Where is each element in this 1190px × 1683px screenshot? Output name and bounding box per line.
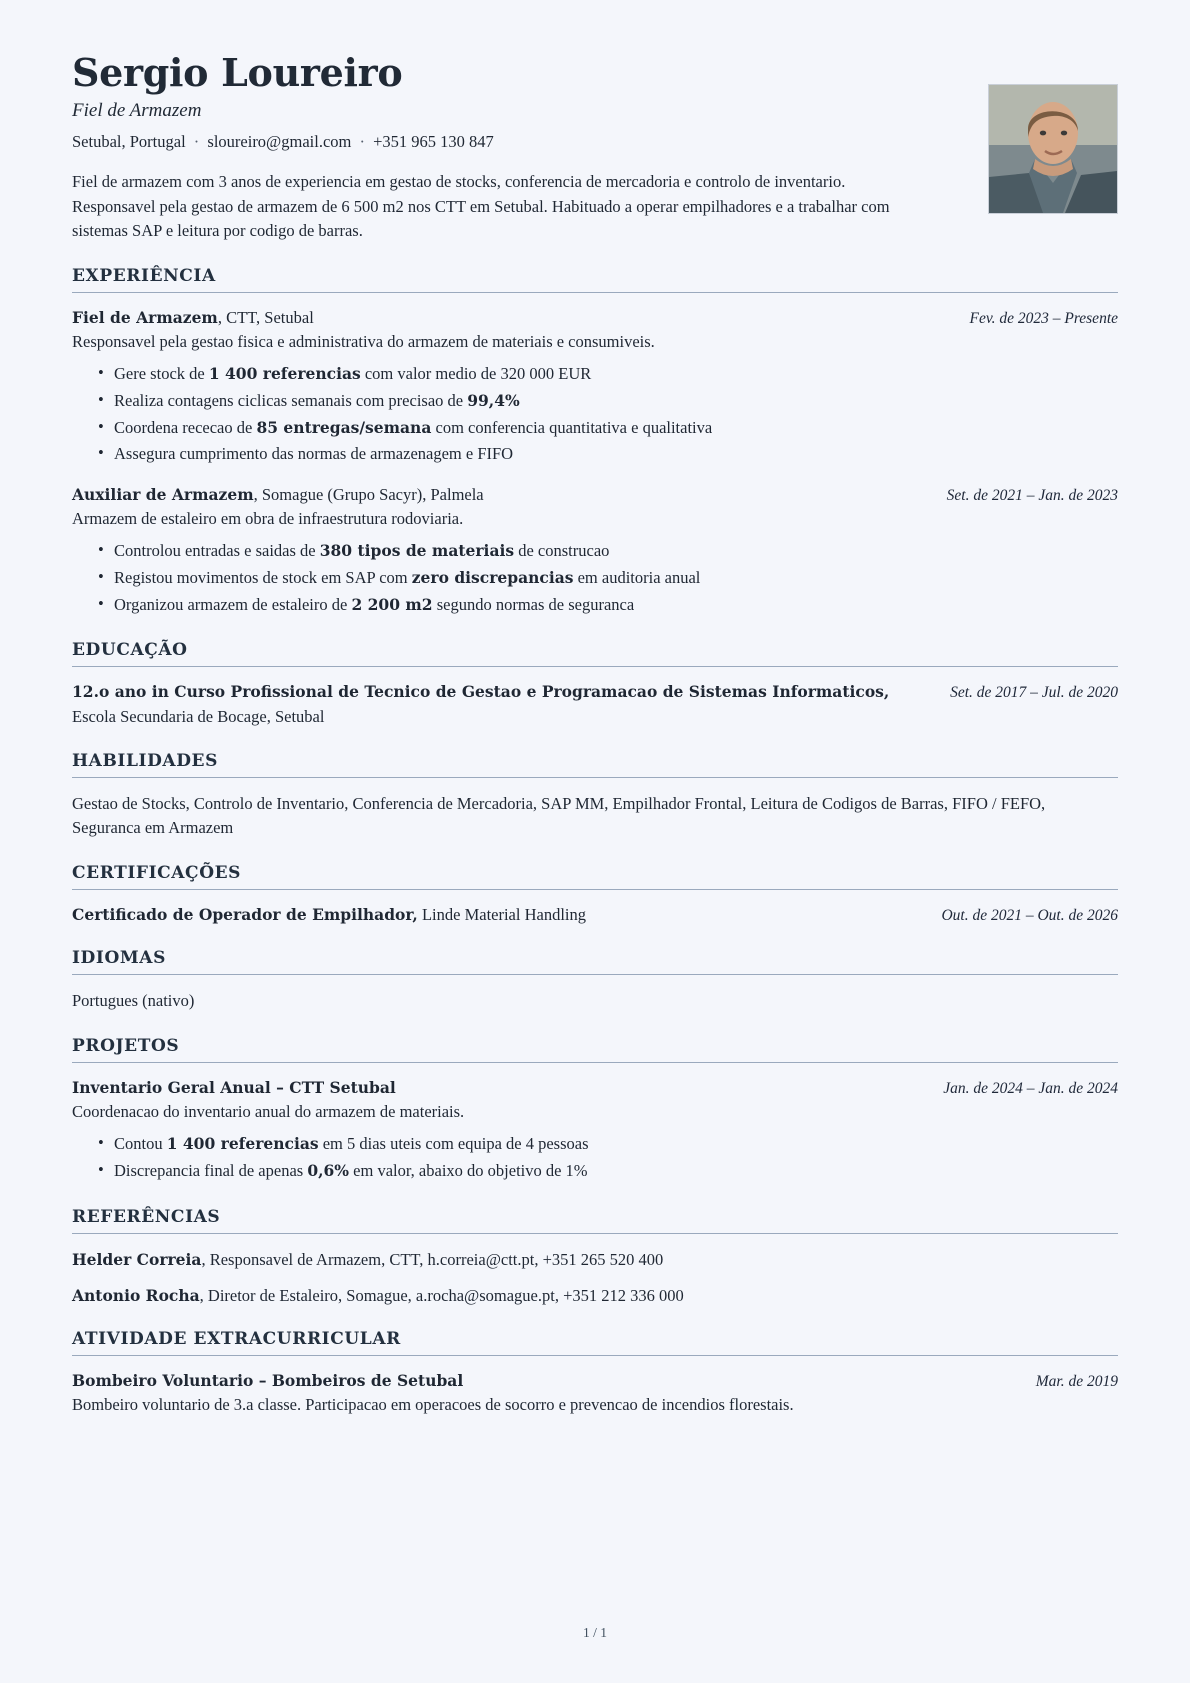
bullet-pre: Organizou armazem de estaleiro de <box>114 594 352 614</box>
bullet-post: segundo normas de seguranca <box>432 594 635 614</box>
entry-meta: Linde Material Handling <box>417 905 587 925</box>
resume-header <box>72 52 1118 244</box>
contact-email[interactable]: sloureiro@gmail.com <box>207 131 352 151</box>
section-title-education: EDUCAÇÃO <box>72 640 188 661</box>
experience-entry-2 <box>72 484 1118 618</box>
entry-date: Out. de 2021 – Out. de 2026 <box>941 907 1118 925</box>
experience-entry-1 <box>72 307 1118 468</box>
entry-title <box>72 1370 463 1392</box>
skills-list: Gestao de Stocks, Controlo de Inventario, Conferencia de Mercadoria, SAP MM, Empilhador Frontal, Leitura de Codigos de Barras, FIFO / FEFO, Seguranca em Armazem <box>72 793 1046 838</box>
profile-summary: Fiel de armazem com 3 anos de experiencia em gestao de stocks, conferencia de mercadoria e controlo de inventario. Responsavel pela gestao de armazem de 6 500 m2 nos CTT em Setubal. Habituado a operar empilhadores e a trabalhar com sistemas SAP e leitura por codigo de barras. <box>72 171 890 241</box>
section-title-certifications: CERTIFICAÇÕES <box>72 863 242 884</box>
entry-title <box>72 1077 396 1099</box>
entry-date: Set. de 2021 – Jan. de 2023 <box>946 487 1118 505</box>
list-item <box>98 1158 1118 1185</box>
entry-role: Auxiliar de Armazem <box>72 485 254 505</box>
entry-header <box>72 1077 1118 1099</box>
bullet-post: em 5 dias uteis com equipa de 4 pessoas <box>318 1134 589 1154</box>
list-item <box>98 565 1118 592</box>
bullet-pre: Contou <box>114 1134 167 1154</box>
entry-role: Bombeiro Voluntario – Bombeiros de Setubal <box>72 1370 464 1390</box>
entry-date: Jan. de 2024 – Jan. de 2024 <box>943 1080 1118 1098</box>
bullet-post: em auditoria anual <box>573 568 701 588</box>
entry-subtitle: Bombeiro voluntario de 3.a classe. Participacao em operacoes de socorro e prevencao de incendios florestais. <box>72 1395 794 1415</box>
contact-phone[interactable]: +351 965 130 847 <box>373 131 494 151</box>
section-experience <box>72 266 1118 618</box>
entry-title <box>72 307 314 329</box>
entry-meta: , CTT, Setubal <box>217 308 314 328</box>
education-entry-1 <box>72 681 1118 728</box>
reference-details: , Responsavel de Armazem, CTT, h.correia@ctt.pt, +351 265 520 400 <box>201 1249 664 1269</box>
contact-separator-1: · <box>193 131 200 151</box>
list-item <box>98 592 1118 619</box>
entry-subtitle: Coordenacao do inventario anual do armazem de materiais. <box>72 1102 465 1122</box>
entry-subtitle: Responsavel pela gestao fisica e administrativa do armazem de materiais e consumiveis. <box>72 332 655 352</box>
entry-role: Certificado de Operador de Empilhador, <box>72 905 418 925</box>
entry-date: Mar. de 2019 <box>1035 1372 1118 1390</box>
entry-bullets <box>72 538 1118 618</box>
section-divider <box>72 1233 1118 1234</box>
bullet-post: com valor medio de 320 000 EUR <box>360 364 592 384</box>
extracurricular-entry-1 <box>72 1370 1118 1417</box>
section-languages <box>72 948 1118 1014</box>
bullet-pre: Controlou entradas e saidas de <box>114 541 320 561</box>
avatar <box>988 84 1118 214</box>
list-item <box>98 361 1118 388</box>
entry-subtitle: Armazem de estaleiro em obra de infraestrutura rodoviaria. <box>72 509 464 529</box>
section-projects <box>72 1036 1118 1185</box>
entry-role: 12.o ano in Curso Profissional de Tecnico de Gestao e Programacao de Sistemas Informaticos, <box>72 682 890 702</box>
page-title: Sergio Loureiro <box>72 50 403 95</box>
section-divider <box>72 666 1118 667</box>
bullet-strong: 0,6% <box>307 1161 350 1181</box>
bullet-pre: Assegura cumprimento das normas de armazenagem e FIFO <box>114 444 514 464</box>
reference-name: Antonio Rocha <box>72 1285 200 1305</box>
entry-header <box>72 1370 1118 1392</box>
portrait-photo-icon <box>989 85 1117 213</box>
section-divider <box>72 1355 1118 1356</box>
entry-header <box>72 681 1118 703</box>
entry-role: Fiel de Armazem <box>72 308 218 328</box>
reference-item-1 <box>72 1248 1118 1271</box>
section-divider <box>72 292 1118 293</box>
list-item <box>98 1131 1118 1158</box>
contact-separator-2: · <box>359 131 365 151</box>
list-item <box>98 441 1118 468</box>
entry-role: Inventario Geral Anual – CTT Setubal <box>72 1078 396 1098</box>
reference-details: , Diretor de Estaleiro, Somague, a.rocha@somague.pt, +351 212 336 000 <box>199 1285 684 1305</box>
bullet-strong: 2 200 m2 <box>351 594 433 614</box>
bullet-pre: Discrepancia final de apenas <box>114 1161 308 1181</box>
contact-line <box>72 132 1118 152</box>
entry-bullets <box>72 361 1118 468</box>
section-title-languages: IDIOMAS <box>72 948 166 969</box>
job-title: Fiel de Armazem <box>72 99 202 121</box>
section-divider <box>72 974 1118 975</box>
contact-location: Setubal, Portugal <box>72 131 186 151</box>
section-extracurricular <box>72 1329 1118 1417</box>
bullet-pre: Gere stock de <box>114 364 209 384</box>
entry-date: Fev. de 2023 – Presente <box>969 310 1118 328</box>
section-references <box>72 1207 1118 1307</box>
section-divider <box>72 1062 1118 1063</box>
bullet-strong: zero discrepancias <box>411 568 574 588</box>
bullet-pre: Coordena rececao de <box>114 417 257 437</box>
bullet-strong: 1 400 referencias <box>166 1134 319 1154</box>
entry-bullets <box>72 1131 1118 1184</box>
section-title-experience: EXPERIÊNCIA <box>72 266 216 287</box>
entry-date: Set. de 2017 – Jul. de 2020 <box>950 684 1118 702</box>
bullet-post: com conferencia quantitativa e qualitativa <box>431 417 713 437</box>
bullet-strong: 380 tipos de materiais <box>319 541 515 561</box>
section-education <box>72 640 1118 728</box>
section-title-projects: PROJETOS <box>72 1036 180 1057</box>
bullet-post: de construcao <box>514 541 610 561</box>
entry-subtitle: Escola Secundaria de Bocage, Setubal <box>72 706 325 726</box>
bullet-strong: 85 entregas/semana <box>256 417 432 437</box>
entry-title <box>72 681 889 703</box>
entry-meta: , Somague (Grupo Sacyr), Palmela <box>253 485 484 505</box>
languages-list: Portugues (nativo) <box>72 991 195 1011</box>
bullet-strong: 99,4% <box>467 390 520 410</box>
entry-header <box>72 307 1118 329</box>
section-title-extracurricular: ATIVIDADE EXTRACURRICULAR <box>72 1328 401 1349</box>
reference-item-2 <box>72 1284 1118 1307</box>
section-title-skills: HABILIDADES <box>72 750 218 771</box>
page-indicator: 1 / 1 <box>582 1625 607 1640</box>
bullet-pre: Realiza contagens ciclicas semanais com precisao de <box>114 390 468 410</box>
list-item <box>98 388 1118 415</box>
section-skills <box>72 751 1118 842</box>
section-title-references: REFERÊNCIAS <box>72 1206 221 1227</box>
entry-header <box>72 904 1118 926</box>
entry-header <box>72 484 1118 506</box>
section-divider <box>72 889 1118 890</box>
reference-name: Helder Correia <box>72 1249 202 1269</box>
bullet-pre: Registou movimentos de stock em SAP com <box>114 568 412 588</box>
list-item <box>98 538 1118 565</box>
bullet-post: em valor, abaixo do objetivo de 1% <box>349 1161 588 1181</box>
project-entry-1 <box>72 1077 1118 1185</box>
section-certifications <box>72 863 1118 926</box>
bullet-strong: 1 400 referencias <box>208 364 361 384</box>
certification-entry-1 <box>72 904 1118 926</box>
section-divider <box>72 777 1118 778</box>
entry-title <box>72 904 586 926</box>
list-item <box>98 415 1118 442</box>
entry-title <box>72 484 484 506</box>
